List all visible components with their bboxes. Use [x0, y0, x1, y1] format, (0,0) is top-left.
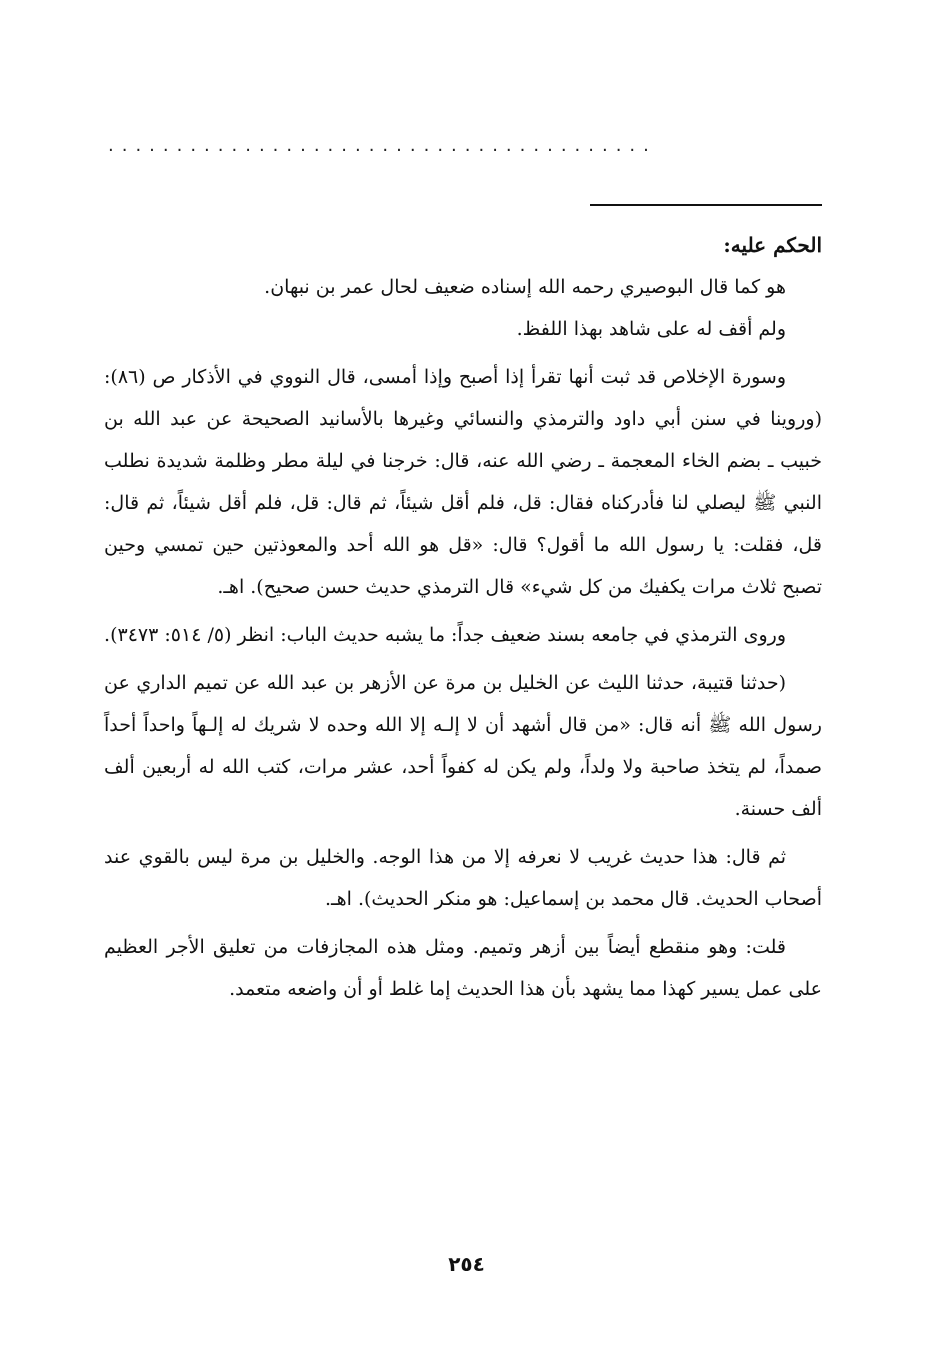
paragraph-6: ثم قال: هذا حديث غريب لا نعرفه إلا من هذا الوجه. والخليل بن مرة ليس بالقوي عند أصحاب الحديث. قال محمد بن إسماعيل: هو منكر الحديث). اهـ.	[104, 846, 822, 910]
paragraph-7: قلت: وهو منقطع أيضاً بين أزهر وتميم. ومثل هذه المجازفات من تعليق الأجر العظيم على عمل يسير كهذا مما يشهد بأن هذا الحديث إما غلط أو أن واضعه متعمد.	[104, 936, 822, 1000]
heading-rule	[590, 204, 822, 206]
paragraph-2: ولم أقف له على شاهد بهذا اللفظ.	[516, 318, 786, 340]
paragraph-5: (حدثنا قتيبة، حدثنا الليث عن الخليل بن مرة عن الأزهر بن عبد الله عن تميم الداري عن رسول الله ﷺ أنه قال: «من قال أشهد أن لا إلـه إلا الله وحده لا شريك له إلـهاً واحداً أحداً صمداً، لم يتخذ صاحبة ولا ولداً، ولم يكن له كفواً أحد، عشر مرات، كتب الله له أربعين ألف ألف حسنة.	[104, 672, 822, 820]
page-number: ٢٥٤	[448, 1252, 485, 1276]
body-text	[104, 224, 822, 1010]
section-heading: الحكم عليه:	[723, 233, 822, 257]
paragraph-4: وروى الترمذي في جامعه بسند ضعيف جداً: ما يشبه حديث الباب: انظر (٥/ ٥١٤: ٣٤٧٣).	[104, 624, 786, 646]
dotted-separator: ........................................	[108, 136, 657, 156]
paragraph-1: هو كما قال البوصيري رحمه الله إسناده ضعيف لحال عمر بن نبهان.	[264, 276, 786, 298]
paragraph-3: وسورة الإخلاص قد ثبت أنها تقرأ إذا أصبح وإذا أمسى، قال النووي في الأذكار ص (٨٦): (وروينا في سنن أبي داود والترمذي والنسائي وغيرها بالأسانيد الصحيحة عن عبد الله بن خبيب ـ بضم الخاء المعجمة ـ رضي الله عنه، قال: خرجنا في ليلة مطر وظلمة شديدة نطلب النبي ﷺ ليصلي لنا فأدركناه فقال: قل، فلم أقل شيئاً، ثم قال: قل، فلم أقل شيئاً، ثم قال: قل، فقلت: يا رسول الله ما أقول؟ قال: «قل هو الله أحد والمعوذتين حين تمسي وحين تصبح ثلاث مرات يكفيك من كل شيء» قال الترمذي حديث حسن صحيح). اهـ.	[104, 366, 822, 598]
